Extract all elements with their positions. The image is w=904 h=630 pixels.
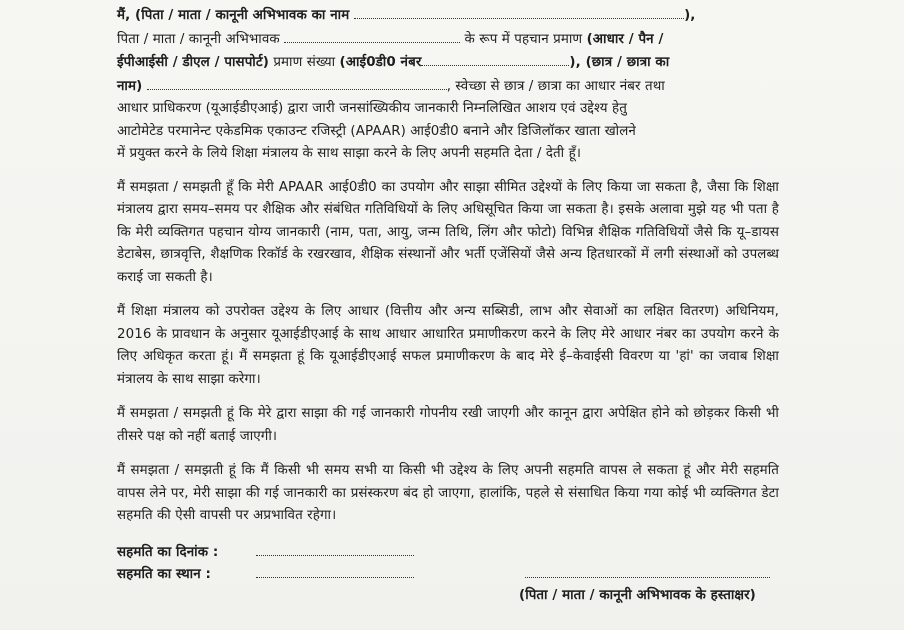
paragraph-authorization: मैं शिक्षा मंत्रालय को उपरोक्त उद्देश्य के लिए आधार (वित्तीय और अन्य सब्सिडी, लाभ और सेवाओं का लक्षित वितरण) अधिनियम, 2016 के प्रावधान के अनुसार यूआईडीएआई के साथ आधार आधारित प्रमाणीकरण करने के लिए मेरे आधार नंबर का उपयोग करने के लिए अधिकृत करता हूं। मैं समझता हूं कि यूआईडीएआई सफल प्रमाणीकरण के बाद मेरे ई–केवाईसी विवरण या 'हां' का जवाब शिक्षा मंत्रालय के साथ साझा करेगा।: [117, 304, 779, 387]
guardian-name-suffix: ),: [684, 8, 696, 23]
consent-text-line-5: आधार प्राधिकरण (यूआईडीएआई) द्वारा जारी जनसांख्यिकीय जानकारी निम्नलिखित आशय एवं उद्देश्य हेतु: [117, 101, 627, 116]
consent-place-field[interactable]: [256, 563, 414, 578]
id-number-line: [117, 51, 779, 75]
student-name-field[interactable]: [147, 75, 447, 90]
id-proof-label: के रूप में पहचान प्रमाण: [464, 31, 583, 47]
signature-block: [117, 541, 779, 601]
form-content: [117, 4, 779, 601]
consent-date-field[interactable]: [256, 541, 414, 556]
consent-place-row: [117, 563, 779, 585]
paragraph-withdrawal: मैं समझता / समझती हूं कि मैं किसी भी समय सभी या किसी भी उद्देश्य के लिए अपनी सहमति वापस ले सकता हूं और मेरी सहमति वापस लेने पर, मेरी साझा की गई जानकारी का प्रसंस्करण बंद हो जाएगा, हालांकि, पहले से संसाधित किया गया कोई भी व्यक्तिगत डेटा सहमति की ऐसी वापसी पर अप्रभावित रहेगा।: [117, 463, 779, 523]
voluntary-consent-text: , स्वेच्छा से छात्र / छात्रा का आधार नंबर तथा: [446, 78, 665, 94]
paragraph-confidentiality: मैं समझता / समझती हूं कि मेरे द्वारा साझा की गई जानकारी गोपनीय रखी जाएगी और कानून द्वारा अपेक्षित होने को छोड़कर किसी भी तीसरे पक्ष को नहीं बताई जाएगी।: [117, 406, 779, 444]
student-name-line: [117, 75, 779, 99]
proof-number-label: प्रमाण संख्या: [273, 55, 336, 70]
student-name-label: ), (छात्र / छात्रा का: [569, 55, 670, 70]
id-number-field[interactable]: [421, 51, 569, 66]
id-proof-types: (आधार / पैन /: [586, 31, 664, 47]
guardian-name-label: मैं, (पिता / माता / कानूनी अभिभावक का नाम: [117, 8, 350, 23]
student-name-label-cont: नाम): [117, 78, 143, 94]
relation-line: [117, 28, 779, 52]
consent-text-line-7: में प्रयुक्त करने के लिये शिक्षा मंत्रालय के साथ साझा करने के लिए अपनी सहमति देता / देती हूँ।: [117, 146, 581, 161]
relation-field[interactable]: [284, 28, 460, 43]
relation-label: पिता / माता / कानूनी अभिभावक: [117, 31, 280, 47]
consent-text-line-6: आटोमेटेड परमानेन्ट एकेडमिक एकाउन्ट रजिस्ट्री (APAAR) आई0डी0 बनाने और डिजिलॉकर खाता खोलने: [117, 123, 636, 139]
guardian-name-line: [117, 4, 779, 28]
id-proof-types-cont: ईपीआईसी / डीएल / पासपोर्ट): [117, 55, 269, 70]
signature-field[interactable]: [525, 577, 770, 578]
id-number-label: (आई0डी0 नंबर: [339, 55, 422, 70]
consent-date-row: [117, 541, 779, 563]
signature-caption: (पिता / माता / कानूनी अभिभावक के हस्ताक्षर): [519, 587, 756, 603]
consent-place-label: सहमति का स्थान :: [117, 566, 211, 582]
consent-date-label: सहमति का दिनांक :: [117, 544, 219, 560]
guardian-name-field[interactable]: [354, 4, 684, 19]
paragraph-usage: मैं समझता / समझती हूँ कि मेरी APAAR आई0डी0 का उपयोग और साझा सीमित उद्देश्यों के लिए किया जा सकता है, जैसा कि शिक्षा मंत्रालय द्वारा समय–समय पर शैक्षिक और संबंधित गतिविधियों के लिए अधिसूचित किया जा सकता है। इसके अलावा मुझे यह भी पता है कि मेरी व्यक्तिगत पहचान योग्य जानकारी (नाम, पता, आयु, जन्म तिथि, लिंग और फोटो) विभिन्न शैक्षिक गतिविधियों जैसे कि यू–डायस डेटाबेस, छात्रवृत्ति, शैक्षणिक रिकॉर्ड के रखरखाव, शैक्षिक संस्थानों और भर्ती एजेंसियों जैसे अन्य हितधारकों में लगी संस्थाओं को उपलब्ध कराई जा सकती है।: [117, 179, 779, 285]
